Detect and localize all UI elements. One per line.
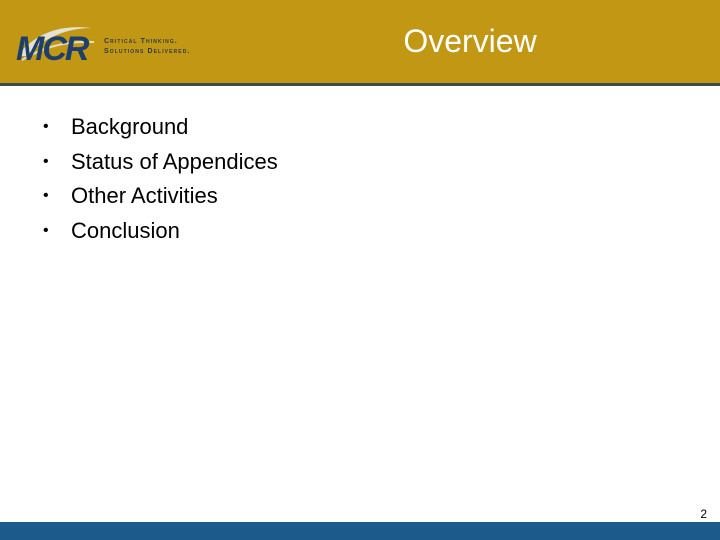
bullet-text: Other Activities	[71, 183, 218, 208]
tagline-line-2: Solutions Delivered.	[104, 48, 191, 55]
bullet-list	[38, 111, 278, 249]
page-number: 2	[700, 507, 707, 521]
bullet-text: Background	[71, 114, 189, 139]
bullet-item-status-of-appendices	[38, 146, 278, 181]
mcr-logo-mark	[14, 20, 96, 66]
header-divider	[0, 83, 720, 86]
bullet-item-conclusion	[38, 215, 278, 250]
header-band	[0, 0, 720, 83]
bullet-icon: •	[43, 221, 49, 239]
logo-tagline	[104, 37, 190, 57]
bullet-item-background	[38, 111, 278, 146]
mcr-logo	[14, 20, 224, 68]
bullet-text: Status of Appendices	[71, 148, 278, 174]
footer-band	[0, 522, 720, 540]
bullet-icon: •	[43, 187, 49, 204]
bullet-icon: •	[43, 118, 49, 135]
tagline-line-1: Critical Thinking.	[104, 38, 178, 45]
bullet-item-other-activities	[38, 180, 278, 215]
slide-title: Overview	[403, 23, 537, 59]
bullet-icon: •	[43, 152, 49, 170]
bullet-text: Conclusion	[71, 217, 180, 243]
mcr-wordmark: MCR	[16, 30, 88, 66]
